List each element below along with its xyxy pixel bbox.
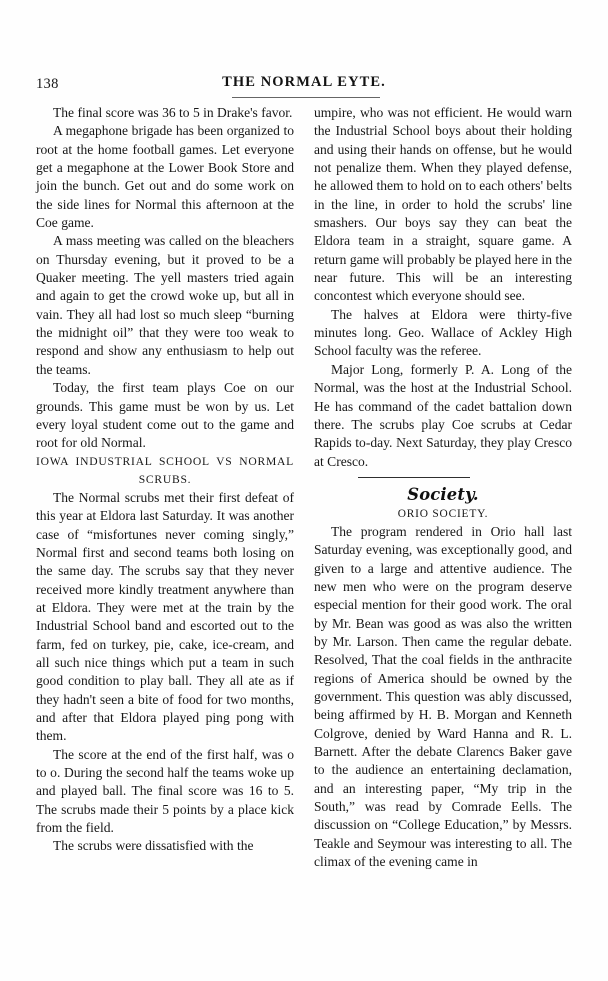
paragraph: The program rendered in Orio hall last Saturday evening, was exceptionally good, and given to a large and attentive audience. The new men who were on the program deserve especial mention for their good work. The oral by Mr. Bean was good as was also the written by Mr. Larson. Then came the regular debate. Resolved, That the coal fields in the anthracite regions of America should be owned by the government. This question was ably discussed, being affirmed by H. B. Morgan and Kenneth Colgrove, denied by Ward Hanna and R. L. Barnett. After the debate Clarencs Baker gave to the audience an entertaining declamation, and an interesting paper, “My trip in the South,” was read by Comrade Eells. The discussion on “College Education,” by Messrs. Teakle and Seymour was interesting to all. The climax of the evening came in <box>314 523 572 870</box>
paragraph: Today, the first team plays Coe on our grounds. This game must be won by us. Let every loyal student come out to the game and root for old Normal. <box>36 380 294 451</box>
section-heading-society: Society. <box>407 484 479 505</box>
paragraph: umpire, who was not efficient. He would warn the Industrial School boys about their holding and using their hands on offense, but he would not penalize them. When they played defense, he allowed them to hold on to each others' belts in the line, in order to hold the scrubs' line smashers. Our boys say they can beat the Eldora team in a straight, square game. A return game will probably be played here in the near future. This will be an interesting concontest which everyone should see. <box>314 105 572 304</box>
paragraph: The score at the end of the first half, was o to o. During the second half the teams woke up and played ball. The final score was 16 to 5. The scrubs made their 5 points by a place kick from the field. <box>36 746 294 836</box>
section-subheading-orio-society: ORIO SOCIETY. <box>397 507 489 520</box>
running-head <box>36 74 572 98</box>
right-text-column <box>314 104 572 871</box>
article-subhead-line2: SCRUBS. <box>138 472 192 486</box>
paragraph: The halves at Eldora were thirty-five minutes long. Geo. Wallace of Ackley High School faculty was the referee. <box>314 306 572 359</box>
paragraph: Major Long, formerly P. A. Long of the Normal, was the host at the Industrial School. He has command of the cadet battalion down there. The scrubs play Coe scrubs at Cedar Rapids to-day. Next Saturday, they play Cresco at Cresco. <box>314 361 572 469</box>
paragraph: The final score was 36 to 5 in Drake's favor. <box>53 105 293 120</box>
title-underline-rule <box>232 97 380 98</box>
left-text-column <box>36 104 294 856</box>
paragraph: A megaphone brigade has been organized to root at the home football games. Let everyone get a megaphone at the Lower Book Store and join the bunch. Get out and do some work on the side lines for Normal this afternoon at the Coe game. <box>36 123 294 231</box>
paragraph: The scrubs were dissatisfied with the <box>53 838 254 854</box>
article-subhead-line1: IOWA INDUSTRIAL SCHOOL VS NORMAL <box>36 454 294 468</box>
section-divider-rule <box>358 477 470 479</box>
page-title: THE NORMAL EYTE. <box>222 74 386 90</box>
paragraph: A mass meeting was called on the bleachers on Thursday evening, but it proved to be a Quaker meeting. The yell masters tried again and again to get the crowd woke up, but all in vain. They all had lost so much sleep “burning the midnight oil” that they were too weak to respond and show any enthusiasm to help out the teams. <box>36 233 294 377</box>
page-number: 138 <box>36 76 59 92</box>
paragraph: The Normal scrubs met their first defeat of this year at Eldora last Saturday. It was another case of “misfortunes never coming singly,” Normal first and second teams both losing on the same day. The scrubs say that they never received more kindly treatment anywhere than at Eldora. They were met at the train by the Industrial School band and escorted out to the farm, fed on turkey, pie, cake, ice-cream, and all such nice things which put a team in such good condition to play ball. They all ate as if they hadn't seen a bite of food for two months, and after that Eldora played ping pong with them. <box>36 489 294 744</box>
section-divider <box>314 472 572 484</box>
